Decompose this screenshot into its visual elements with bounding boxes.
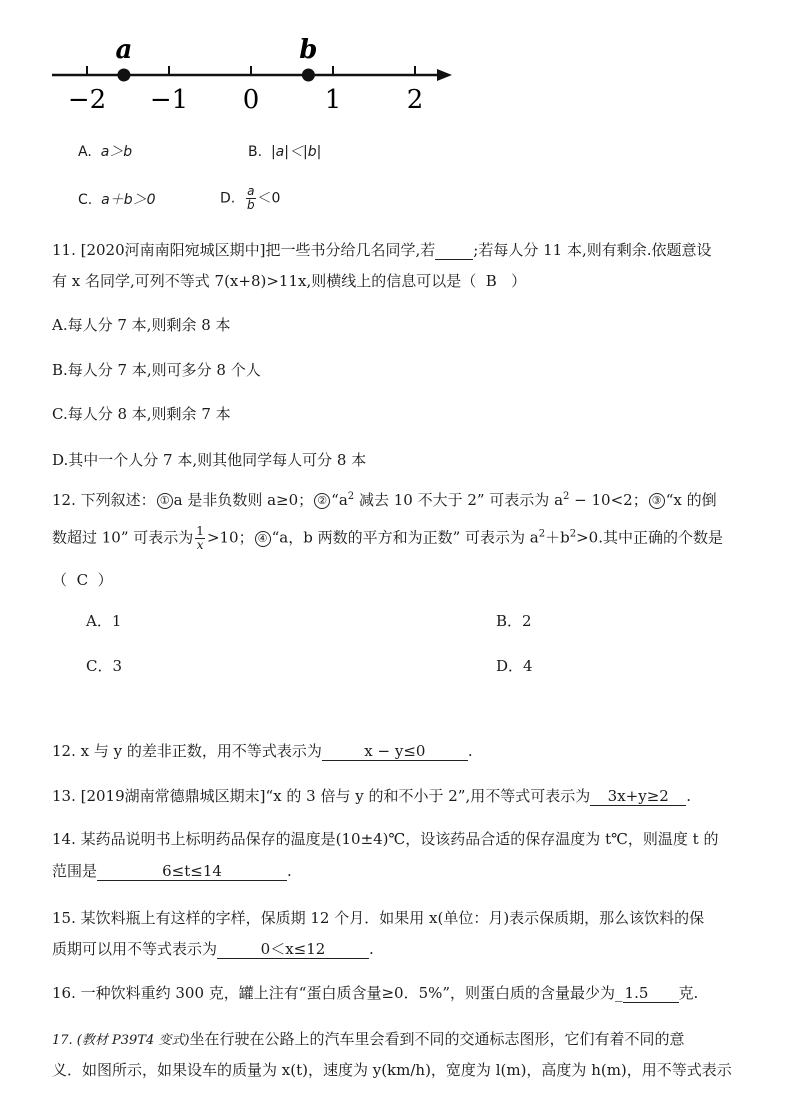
q10-option-c: C. a＋b＞0 <box>78 192 156 208</box>
q14-line-2: 范围是 6≤t≤14 . <box>52 862 292 880</box>
q12-option-a: A．1 <box>86 612 122 630</box>
q17-line-2: 义．如图所示，如果设车的质量为 x(t)，速度为 y(km/h)，宽度为 l(m)，高度为 h(m)，用不等式表示 <box>52 1061 732 1079</box>
q11-blank <box>435 242 473 260</box>
q11-line-1: 11. [2020河南南阳宛城区期中]把一些书分给几名同学,若 ;若每人分 11 本,则有剩余.依题意设 <box>52 241 712 259</box>
q16-line: 16. 一种饮料重约 300 克，罐上注有“蛋白质含量≥0．5%”，则蛋白质的含量最少为_ 1.5 克. <box>52 984 699 1002</box>
number-line-figure <box>0 0 470 120</box>
number-line-tick-label: 2 <box>406 85 424 115</box>
q14-answer: 6≤t≤14 <box>97 863 287 881</box>
number-line-arrow-icon <box>437 69 452 81</box>
q16-answer: 1.5 <box>623 985 679 1003</box>
number-line-point-b <box>302 69 315 82</box>
q12b-line: 12. x 与 y 的差非正数，用不等式表示为 x − y≤0 . <box>52 742 473 760</box>
number-line-point-label: a <box>115 35 133 65</box>
q14-line-1: 14. 某药品说明书上标明药品保存的温度是(10±4)℃，设该药品合适的保存温度为 t℃，则温度 t 的 <box>52 830 719 848</box>
q10-option-b: B. |a|＜|b| <box>248 144 322 160</box>
q12-option-d: D．4 <box>496 657 533 675</box>
q12-line-3: （ C ） <box>52 571 113 589</box>
q12-line-2: 数超过 10” 可表示为 $\frac{1}{x}$ >10； ④ “a，b 两数的平方和为正数” 可表示为 $a^2+b^2>0$.其中正确的个数是 <box>52 524 723 552</box>
number-line-tick-label: 1 <box>324 85 342 115</box>
number-line-tick-label: −1 <box>149 85 189 115</box>
q11-option-b: B.每人分 7 本,则可多分 8 个人 <box>52 361 261 379</box>
q10-option-a: A. a＞b <box>78 144 133 160</box>
q11-answer: B <box>485 272 497 290</box>
number-line-tick-label: −2 <box>67 85 107 115</box>
q12-answer: C <box>76 571 89 589</box>
fraction-1-over-x: $\frac{1}{x}$ <box>196 524 204 552</box>
q13-answer: 3x+y≥2 <box>590 788 686 806</box>
q11-option-c: C.每人分 8 本,则剩余 7 本 <box>52 405 231 423</box>
number-line-tick-label: 0 <box>242 85 260 115</box>
q12b-answer: x − y≤0 <box>322 743 468 761</box>
q11-option-d: D.其中一个人分 7 本,则其他同学每人可分 8 本 <box>52 451 367 469</box>
q15-line-1: 15. 某饮料瓶上有这样的字样，保质期 12 个月．如果用 x(单位：月)表示保质期，那么该饮料的保 <box>52 909 705 927</box>
q12-line-1: 12. 下列叙述： ① a 是非负数则 a≥0； ② “$a^2$ 减去 10 不大于 2” 可表示为 $a^2 - 10<2$； ③ “x 的倒 <box>52 491 717 509</box>
q15-line-2: 质期可以用不等式表示为 0＜x≤12 . <box>52 940 374 958</box>
q12-option-c: C．3 <box>86 657 123 675</box>
q11-line-2: 有 x 名同学,可列不等式 7(x+8)>11x,则横线上的信息可以是（ B ） <box>52 272 527 290</box>
q11-option-a: A.每人分 7 本,则剩余 8 本 <box>52 316 231 334</box>
fraction-a-over-b: $\frac{a}{b}$ <box>247 184 255 212</box>
q10-option-d: D. $\frac{a}{b}$ ＜0 <box>220 184 281 212</box>
q15-answer: 0＜x≤12 <box>217 941 369 959</box>
q17-line-1: 17. (教材 P39T4 变式)坐在行驶在公路上的汽车里会看到不同的交通标志图形，它们有着不同的意 <box>52 1030 685 1048</box>
number-line-point-a <box>117 69 130 82</box>
q13-line: 13. [2019湖南常德鼎城区期末]“x 的 3 倍与 y 的和不小于 2”,用不等式可表示为 3x+y≥2 . <box>52 787 692 805</box>
number-line-point-label: b <box>299 35 318 65</box>
q12-option-b: B．2 <box>496 612 532 630</box>
